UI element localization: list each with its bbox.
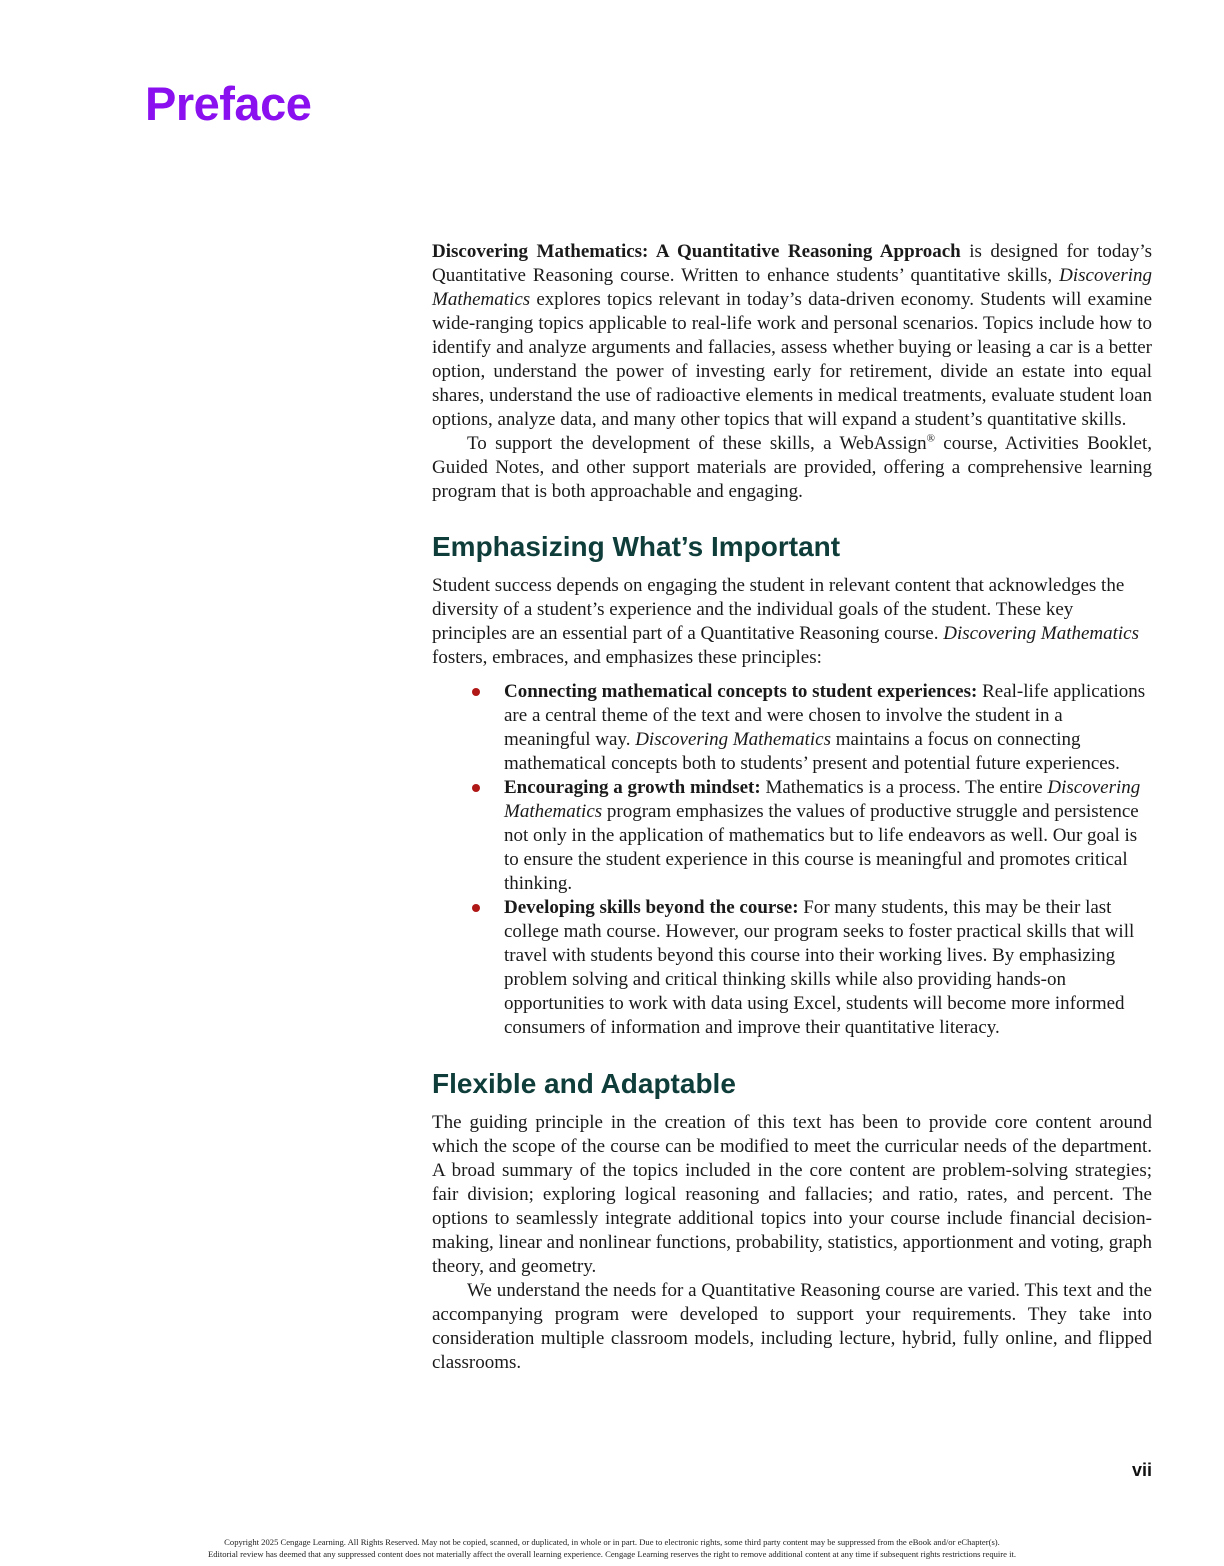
text-run: To support the development of these skills, a WebAssign (467, 433, 927, 454)
page-title: Preface (145, 77, 312, 130)
bullet-icon (472, 688, 480, 696)
text-run: Student success depends on engaging the student in relevant content that acknowledges the diversity of a student’s experience and the individual goals of the student. These key principles are an essential part of a Quantitative Reasoning course. (432, 575, 1125, 644)
bullet-lead: Developing skills beyond the course: (504, 897, 799, 918)
page-number: vii (1131, 1460, 1152, 1480)
footer-line-2: Editorial review has deemed that any suppressed content does not materially affect the overall learning experience. Cengage Learning reserves the right to remove additional content at any time if subsequent rights restrictions require it. (207, 1549, 1017, 1559)
main-content (432, 240, 1152, 1375)
registered-mark: ® (926, 432, 935, 445)
text-run: Real-life applications are a central theme of the text and were chosen to involve the student in a meaningful way. (504, 681, 1146, 750)
footer-line-1: Copyright 2025 Cengage Learning. All Rights Reserved. May not be copied, scanned, or duplicated, in whole or in part. Due to electronic rights, some third party content may be suppressed from the eBook and/or eChapter(s). (224, 1537, 1000, 1547)
book-title-italic: Discovering Mathematics (504, 777, 1141, 822)
text-run: explores topics relevant in today’s data-driven economy. Students will examine wide-ranging topics applicable to real-life work and personal scenarios. Topics include how to identify and analyze arguments and fallacies, assess whether buying or leasing a car is a better option, understand the power of investing early for retirement, divide an estate into equal shares, understand the use of radioactive elements in medical treatments, evaluate student loan options, analyze data, and many other topics that will expand a student’s quantitative skills. (432, 289, 1152, 430)
text-run: program emphasizes the values of productive struggle and persistence not only in the application of mathematics but to life endeavors as well. Our goal is to ensure the student experience in this course is meaningful and promotes critical thinking. (504, 801, 1139, 894)
list-item (432, 776, 1152, 896)
bullet-lead: Encouraging a growth mindset: (504, 777, 761, 798)
book-title-bold: Discovering Mathematics: A Quantitative Reasoning Approach (432, 241, 961, 262)
intro-paragraph-2 (432, 432, 1152, 504)
text-run: course, Activities Booklet, Guided Notes, and other support materials are provided, offering a comprehensive learning program that is both approachable and engaging. (432, 433, 1153, 502)
principles-list (432, 680, 1152, 1040)
book-title-italic: Discovering Mathematics (635, 729, 831, 750)
flexible-paragraph-2: We understand the needs for a Quantitative Reasoning course are varied. This text and the accompanying program were developed to support your requirements. They take into consideration multiple classroom models, including lecture, hybrid, fully online, and flipped classrooms. (432, 1280, 1152, 1373)
book-title-italic: Discovering Mathematics (432, 265, 1152, 310)
bullet-icon (472, 784, 480, 792)
flexible-paragraph-1: The guiding principle in the creation of this text has been to provide core content around which the scope of the course can be modified to meet the curricular needs of the department. A broad summary of the topics included in the core content are problem-solving strategies; fair division; exploring logical reasoning and fallacies; and ratio, rates, and percent. The options to seamlessly integrate additional topics into your course include financial decision-making, linear and nonlinear functions, probability, statistics, apportionment and voting, graph theory, and geometry. (432, 1112, 1152, 1277)
text-run: For many students, this may be their last college math course. However, our program seeks to foster practical skills that will travel with students beyond this course into their working lives. By emphasizing problem solving and critical thinking skills while also providing hands-on opportunities to work with data using Excel, students will become more informed consumers of information and improve their quantitative literacy. (504, 897, 1135, 1038)
emphasizing-paragraph (432, 574, 1152, 670)
text-run: fosters, embraces, and emphasizes these principles: (432, 647, 822, 668)
copyright-footer (0, 1536, 1224, 1560)
list-item (432, 896, 1152, 1040)
text-run: maintains a focus on connecting mathematical concepts both to students’ present and potential future experiences. (504, 729, 1120, 774)
list-item (432, 680, 1152, 776)
text-run: is designed for today’s Quantitative Reasoning course. Written to enhance students’ quantitative skills, (432, 241, 1152, 286)
intro-paragraph-1 (432, 240, 1152, 432)
book-title-italic: Discovering Mathematics (943, 623, 1140, 644)
bullet-icon (472, 904, 480, 912)
bullet-lead: Connecting mathematical concepts to student experiences: (504, 681, 978, 702)
heading-flexible: Flexible and Adaptable (432, 1068, 736, 1099)
text-run: Mathematics is a process. The entire (760, 777, 1048, 798)
heading-emphasizing: Emphasizing What’s Important (432, 531, 841, 562)
